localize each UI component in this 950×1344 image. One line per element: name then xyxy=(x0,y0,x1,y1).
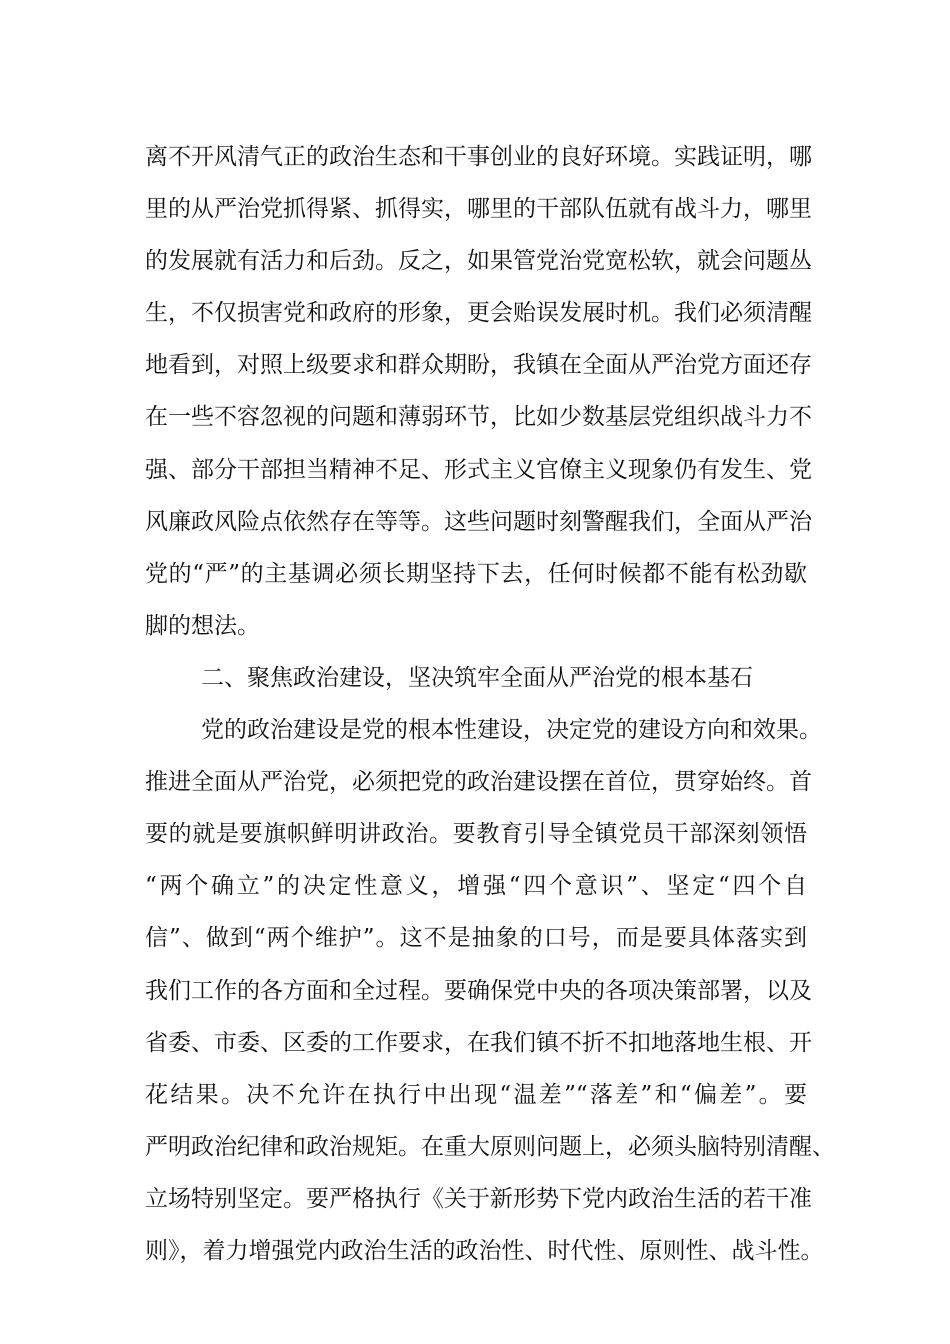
text-line: 严明政治纪律和政治规矩。在重大原则问题上，必须头脑特别清醒、 xyxy=(145,1133,835,1160)
paragraph-political-building xyxy=(145,704,835,1277)
text-line: 立场特别坚定。要严格执行《关于新形势下党内政治生活的若干准 xyxy=(145,1185,812,1212)
text-line: 强、部分干部担当精神不足、形式主义官僚主义现象仍有发生、党 xyxy=(145,456,812,483)
text-line: “两个确立”的决定性意义，增强“四个意识”、坚定“四个自 xyxy=(145,873,807,900)
text-line: 里的从严治党抓得紧、抓得实，哪里的干部队伍就有战斗力，哪里 xyxy=(145,196,812,223)
text-line: 离不开风清气正的政治生态和干事创业的良好环境。实践证明，哪 xyxy=(145,144,812,170)
document-page xyxy=(145,131,835,1277)
text-line: 党的“严”的主基调必须长期坚持下去，任何时候都不能有松劲歇 xyxy=(145,560,807,587)
text-line: 信”、做到“两个维护”。这不是抽象的口号，而是要具体落实到 xyxy=(145,925,807,952)
text-line: 要的就是要旗帜鲜明讲政治。要教育引导全镇党员干部深刻领悟 xyxy=(145,821,807,848)
text-line: 地看到，对照上级要求和群众期盼，我镇在全面从严治党方面还存 xyxy=(145,352,812,379)
text-line: 推进全面从严治党，必须把党的政治建设摆在首位，贯穿始终。首 xyxy=(145,769,812,796)
text-line: 的发展就有活力和后劲。反之，如果管党治党宽松软，就会问题丛 xyxy=(145,248,812,275)
text-line: 省委、市委、区委的工作要求，在我们镇不折不扣地落地生根、开 xyxy=(145,1029,812,1056)
section-heading-text: 二、聚焦政治建设，坚决筑牢全面从严治党的根本基石 xyxy=(201,664,753,691)
text-line: 在一些不容忽视的问题和薄弱环节，比如少数基层党组织战斗力不 xyxy=(145,404,812,431)
text-line: 我们工作的各方面和全过程。要确保党中央的各项决策部署，以及 xyxy=(145,977,812,1004)
text-line: 脚的想法。 xyxy=(145,612,260,639)
text-line: 则》，着力增强党内政治生活的政治性、时代性、原则性、战斗性。 xyxy=(145,1237,824,1264)
paragraph-strict-governance xyxy=(145,131,812,652)
text-line: 生，不仅损害党和政府的形象，更会贻误发展时机。我们必须清醒 xyxy=(145,300,812,327)
text-line: 花结果。决不允许在执行中出现“温差”“落差”和“偏差”。要 xyxy=(145,1081,807,1108)
section-heading xyxy=(145,652,807,704)
text-line: 风廉政风险点依然存在等等。这些问题时刻警醒我们，全面从严治 xyxy=(145,508,812,535)
text-line: 党的政治建设是党的根本性建设，决定党的建设方向和效果。 xyxy=(201,717,822,744)
